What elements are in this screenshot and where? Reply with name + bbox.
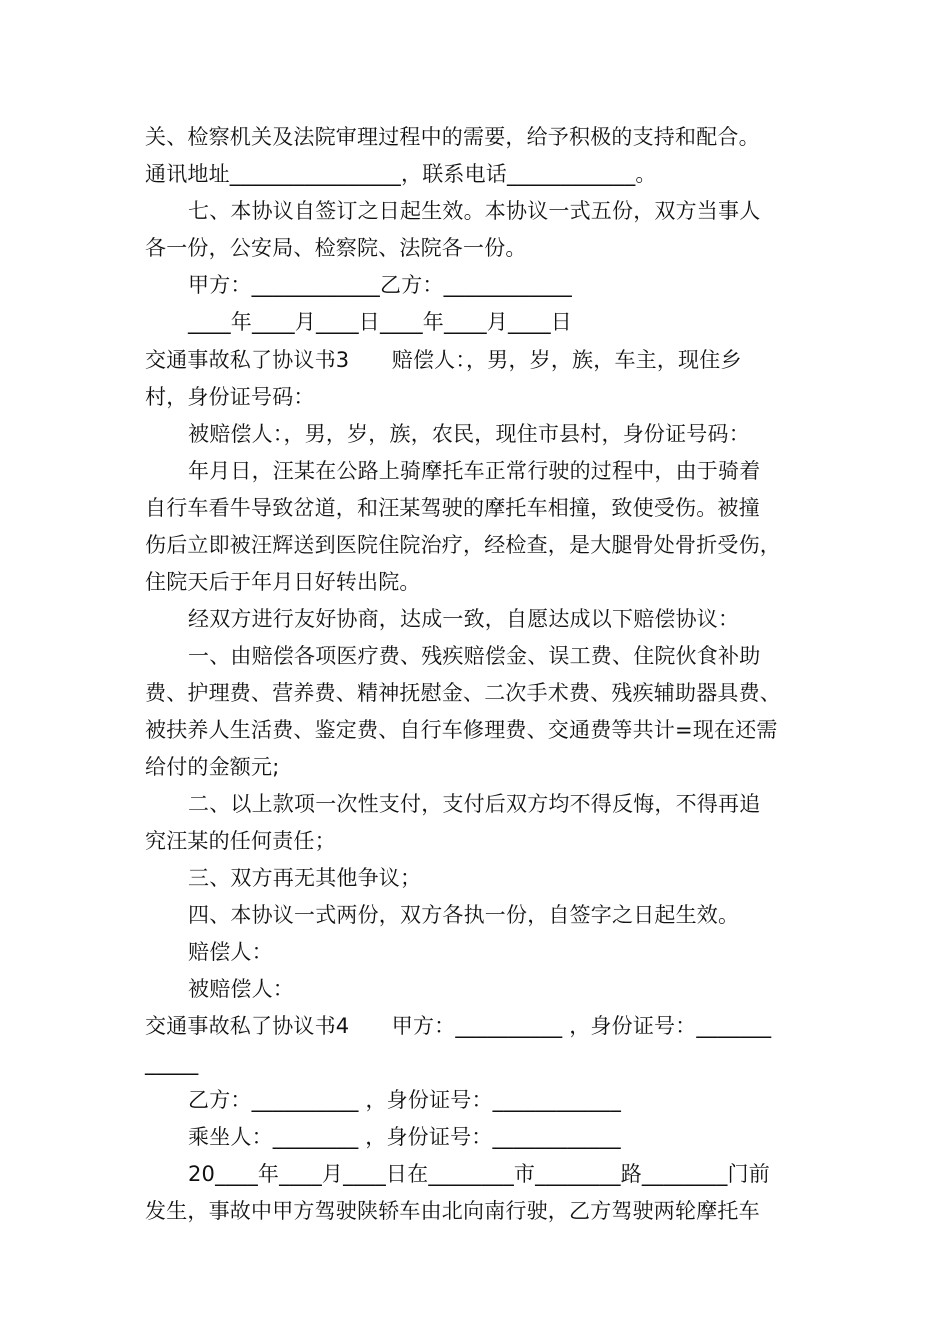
text-line: 住院天后于年月日好转出院。: [145, 570, 421, 594]
text-line: 三、双方再无其他争议；: [188, 866, 422, 890]
text-line: 费、护理费、营养费、精神抚慰金、二次手术费、残疾辅助器具费、: [145, 681, 781, 705]
text-line: 年月日，汪某在公路上骑摩托车正常行驶的过程中，由于骑着: [188, 459, 761, 483]
text-line: 自行车看牛导致岔道，和汪某驾驶的摩托车相撞，致使受伤。被撞: [145, 496, 760, 520]
text-line: 经双方进行友好协商，达成一致，自愿达成以下赔偿协议：: [188, 607, 740, 631]
text-line: _____: [145, 1051, 199, 1075]
text-line: 被赔偿人：: [188, 977, 294, 1001]
text-line: 发生，事故中甲方驾驶陕轿车由北向南行驶，乙方驾驶两轮摩托车: [145, 1199, 760, 1223]
text-line: ____年____月____日____年____月____日: [188, 310, 572, 334]
text-line: 被扶养人生活费、鉴定费、自行车修理费、交通费等共计=现在还需: [145, 718, 778, 742]
text-line: 七、本协议自签订之日起生效。本协议一式五份，双方当事人: [188, 199, 761, 223]
text-line: 乘坐人：________ ，身份证号：____________: [188, 1125, 621, 1149]
text-line: 通讯地址________________，联系电话____________。: [145, 162, 657, 186]
text-line: 给付的金额元;: [145, 755, 280, 779]
text-line: 关、检察机关及法院审理过程中的需要，给予积极的支持和配合。: [145, 125, 760, 149]
text-line: 被赔偿人：，男，岁，族，农民，现住市县村，身份证号码：: [188, 422, 750, 446]
text-line: 村，身份证号码：: [145, 385, 315, 409]
text-line: 20____年____月____日在________市________路________门前: [188, 1162, 770, 1186]
text-line: 究汪某的任何责任；: [145, 829, 336, 853]
text-line: 赔偿人：: [188, 940, 273, 964]
text-line: 乙方：__________ ，身份证号：____________: [188, 1088, 622, 1112]
text-line: 各一份，公安局、检察院、法院各一份。: [145, 236, 527, 260]
text-line: 一、由赔偿各项医疗费、残疾赔偿金、误工费、住院伙食补助: [188, 644, 761, 668]
text-line: 二、以上款项一次性支付，支付后双方均不得反悔，不得再追: [188, 792, 761, 816]
text-line: 甲方：____________乙方：____________: [188, 273, 572, 297]
section-heading: 交通事故私了协议书3 赔偿人：，男，岁，族，车主，现住乡: [145, 348, 742, 372]
section-heading: 交通事故私了协议书4 甲方：__________ ，身份证号：_______: [145, 1014, 772, 1038]
text-line: 伤后立即被汪辉送到医院住院治疗，经检查，是大腿骨处骨折受伤，: [145, 533, 781, 557]
text-line: 四、本协议一式两份，双方各执一份，自签字之日起生效。: [188, 903, 740, 927]
